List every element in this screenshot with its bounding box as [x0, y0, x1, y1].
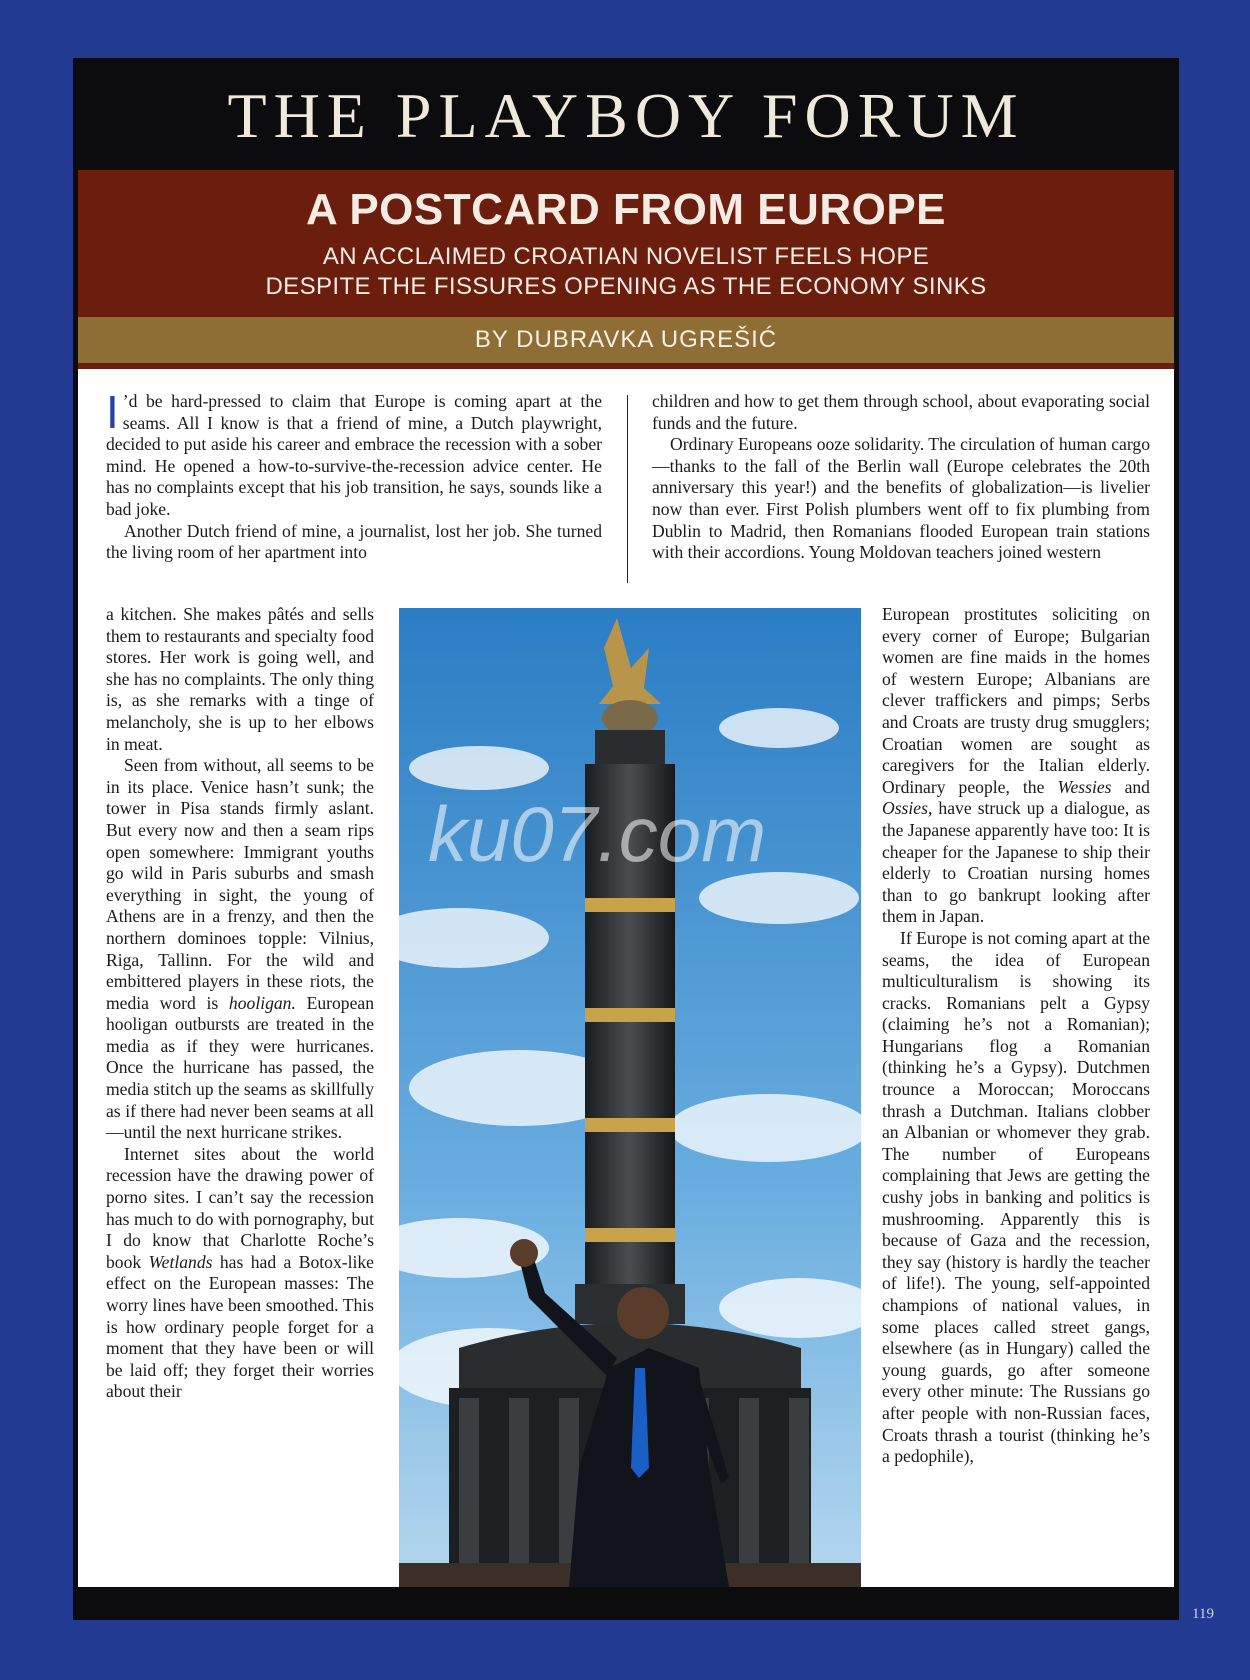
paragraph-r2-cont: European prostitutes soliciting on every corner of Europe; Bulgarian women are fine maids in the homes of western Europe; Albanians are clever traffickers and pimps; Serbs and Croats are trusty drug smugglers; Croatian women are sought as caregivers for the Italian elderly. Ordinary people, the Wessies and Ossies, have struck up a dialogue, as the Japanese apparently have too: It is cheaper for the Japanese to ship their elderly to Croatian nursing homes than to go bankrupt looking after them in Japan.: [882, 604, 1150, 927]
masthead-title: THE PLAYBOY FORUM: [227, 80, 1025, 151]
magazine-page: [73, 58, 1179, 1620]
paragraph-r1: children and how to get them through school, about evaporating social funds and the future.: [652, 391, 1150, 433]
masthead: [73, 58, 1179, 168]
deck-line-1: AN ACCLAIMED CROATIAN NOVELIST FEELS HOPE: [322, 243, 930, 271]
left-column-narrow: [106, 604, 374, 1403]
paragraph-2: Another Dutch friend of mine, a journalist, lost her job. She turned the living room of her apartment into: [106, 520, 602, 563]
left-column-top: [106, 386, 602, 564]
right-column-narrow: [882, 604, 1150, 1468]
deck-line-2: DESPITE THE FISSURES OPENING AS THE ECONOMY SINKS: [265, 273, 987, 301]
paragraph-1: I ’d be hard-pressed to claim that Europe is coming apart at the seams. All I know is that a friend of mine, a Dutch playwright, decided to put aside his career and embrace the recession with a sober mind. He opened a how-to-survive-the-recession advice center. He has no complaints except that his job transition, he says, sounds like a bad joke.: [106, 386, 602, 519]
paragraph-2-cont: a kitchen. She makes pâtés and sells them to restaurants and specialty food stores. Her work is going well, and she has no complaints. The only thing is, as she remarks with a tinge of melancholy, she is up to her elbows in meat.: [106, 604, 374, 754]
paragraph-r2: Ordinary Europeans ooze solidarity. The circulation of human cargo—thanks to the fall of the Berlin wall (Europe celebrates the 20th anniversary this year!) and the benefits of globalization—is livelier now than ever. First Polish plumbers went off to fix plumbing from Dublin to Madrid, then Romanians flooded European train stations with their accordions. Young Moldovan teachers joined western: [652, 434, 1150, 563]
paragraph-r3: If Europe is not coming apart at the seams, the idea of European multiculturalism is showing its cracks. Romanians pelt a Gypsy (claiming he’s not a Romanian); Hungarians flog a Romanian (thinking he’s a Gypsy). Dutchmen trounce a Moroccan; Moroccans thrash a Dutchman. Italians clobber an Albanian or whomever they grab. The number of Europeans complaining that Jews are getting the cushy jobs in banking and politics is mushrooming. Apparently this is because of Gaza and the recession, they say (history is hardly the teacher of life!). The young, self-appointed champions of national values, in some places called street gangs, elsewhere (as in Hungary) called the young guards, go after someone every other minute: The Russians go after people with non-Russian faces, Croats thrash a tourist (thinking he’s a pedophile),: [882, 927, 1150, 1467]
byline: BY DUBRAVKA UGREŠIĆ: [78, 317, 1174, 363]
photo-victory-column: [399, 608, 861, 1587]
watermark: ku07.com: [428, 790, 767, 878]
article-deck: [78, 242, 1174, 302]
page-number: 119: [1192, 1606, 1214, 1622]
article-headline: A POSTCARD FROM EUROPE: [305, 185, 947, 234]
paragraph-3: Seen from without, all seems to be in its place. Venice hasn’t sunk; the tower in Pisa stands firmly aslant. But every now and then a seam rips open somewhere: Immigrant youths go wild in Paris suburbs and smash everything in sight, the young of Athens are in a frenzy, and then the northern dominoes topple: Vilnius, Riga, Tallinn. For the wild and embittered players in these riots, the media word is hooligan. European hooligan outbursts are treated in the media as if they were hurricanes. Once the hurricane has passed, the media stitch up the seams as skillfully as if there had never been seams at all—until the next hurricane strikes.: [106, 755, 374, 1143]
drop-cap: I: [106, 386, 119, 438]
article-body: [78, 369, 1174, 1587]
right-column-top: [652, 391, 1150, 564]
paragraph-4: Internet sites about the world recession have the drawing power of porno sites. I can’t say the recession has much to do with pornography, but I do know that Charlotte Roche’s book Wetlands has had a Botox-like effect on the European masses: The worry lines have been smoothed. This is how ordinary people forget for a moment that they have been or will be laid off; they forget their worries about their: [106, 1143, 374, 1402]
column-divider: [627, 395, 628, 583]
